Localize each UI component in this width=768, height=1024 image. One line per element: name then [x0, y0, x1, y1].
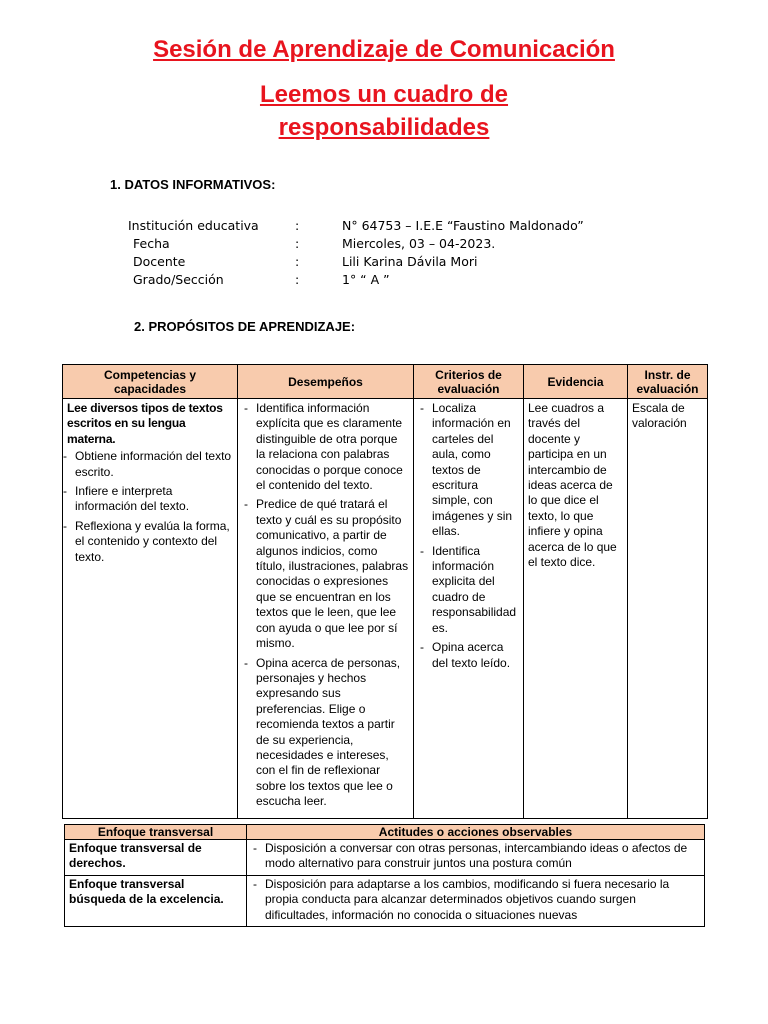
- competencia-text: Lee diversos tipos de textos escritos en su lengua materna.: [67, 401, 223, 446]
- datos-label: Docente: [133, 254, 186, 269]
- list-item: - Disposición a conversar con otras personas, intercambiando ideas o afectos de modo alternativo para construir juntos una postura común: [251, 841, 700, 872]
- table-header-row: [63, 365, 708, 399]
- competencias-cell: [63, 399, 238, 819]
- table-row: [65, 840, 705, 876]
- list-item: - Identifica información explícita que es claramente distinguible de otra porque la relaciona con palabras conocidas o porque conoce el contenido del texto.: [242, 401, 409, 493]
- datos-value: N° 64753 – I.E.E “Faustino Maldonado”: [342, 218, 584, 233]
- header-instrumento: Instr. de evaluación: [628, 365, 708, 399]
- actitud-cell: [247, 875, 705, 926]
- datos-colon: :: [295, 236, 300, 251]
- capacidades-list: [61, 449, 233, 565]
- criterios-list: [418, 401, 519, 671]
- enfoque-name: Enfoque transversal de derechos.: [65, 840, 247, 876]
- datos-colon: :: [295, 218, 300, 233]
- header-criterios: Criterios de evaluación: [414, 365, 524, 399]
- datos-label: Grado/Sección: [133, 272, 224, 287]
- propositos-table: [62, 364, 708, 819]
- header-enfoque: Enfoque transversal: [65, 825, 247, 840]
- table-row: [65, 875, 705, 926]
- datos-label: Institución educativa: [128, 218, 259, 233]
- header-desempenos: Desempeños: [238, 365, 414, 399]
- list-item: - Opina acerca de personas, personajes y hechos expresando sus preferencias. Elige o recomienda textos a partir de su experiencia, necesidades e intereses, con el fin de reflexionar sobre los textos que lee o escucha leer.: [242, 656, 409, 810]
- actitud-list: [251, 877, 700, 923]
- actitud-list: [251, 841, 700, 872]
- actitud-cell: [247, 840, 705, 876]
- header-actitudes: Actitudes o acciones observables: [247, 825, 705, 840]
- list-item: - Predice de qué tratará el texto y cuál es su propósito comunicativo, a partir de algunos indicios, como título, ilustraciones, palabras conocidas o expresiones que se encuentran en los textos que le leen, que lee con ayuda o que lee por sí mismo.: [242, 497, 409, 651]
- session-title-line1: Leemos un cuadro de: [259, 81, 509, 108]
- datos-value: Lili Karina Dávila Mori: [342, 254, 478, 269]
- criterios-cell: [414, 399, 524, 819]
- header-evidencia: Evidencia: [524, 365, 628, 399]
- enfoques-table: [64, 824, 705, 927]
- datos-label: Fecha: [133, 236, 170, 251]
- datos-value: 1° “ A ”: [342, 272, 390, 287]
- desempenos-cell: [238, 399, 414, 819]
- datos-colon: :: [295, 254, 300, 269]
- datos-value: Miercoles, 03 – 04-2023.: [342, 236, 496, 251]
- datos-informativos: [0, 217, 768, 292]
- enfoque-name: Enfoque transversal búsqueda de la excelencia.: [65, 875, 247, 926]
- list-item: - Infiere e interpreta información del texto.: [61, 484, 233, 515]
- header-competencias: Competencias y capacidades: [63, 365, 238, 399]
- list-item: - Opina acerca del texto leído.: [418, 640, 519, 671]
- session-title-line2: responsabilidades: [278, 114, 490, 141]
- list-item: - Obtiene información del texto escrito.: [61, 449, 233, 480]
- page-title: Sesión de Aprendizaje de Comunicación: [153, 36, 615, 63]
- datos-colon: :: [295, 272, 300, 287]
- instrumento-cell: Escala de valoración: [628, 399, 708, 819]
- list-item: - Disposición para adaptarse a los cambios, modificando si fuera necesario la propia conducta para alcanzar determinados objetivos cuando surgen dificultades, información no conocida o situaciones nuevas: [251, 877, 700, 923]
- session-title: [0, 78, 768, 144]
- desempenos-list: [242, 401, 409, 810]
- evidencia-cell: Lee cuadros a través del docente y participa en un intercambio de ideas acerca de lo que dice el texto, lo que infiere y opina acerca de lo que el texto dice.: [524, 399, 628, 819]
- table-header-row: [65, 825, 705, 840]
- table-row: [63, 399, 708, 819]
- list-item: - Reflexiona y evalúa la forma, el contenido y contexto del texto.: [61, 519, 233, 565]
- section-propositos-heading: 2. PROPÓSITOS DE APRENDIZAJE:: [134, 319, 356, 334]
- list-item: - Localiza información en carteles del aula, como textos de escritura simple, con imágenes y sin ellas.: [418, 401, 519, 540]
- list-item: - Identifica información explicita del cuadro de responsabilidad es.: [418, 544, 519, 636]
- section-datos-heading: 1. DATOS INFORMATIVOS:: [110, 177, 276, 192]
